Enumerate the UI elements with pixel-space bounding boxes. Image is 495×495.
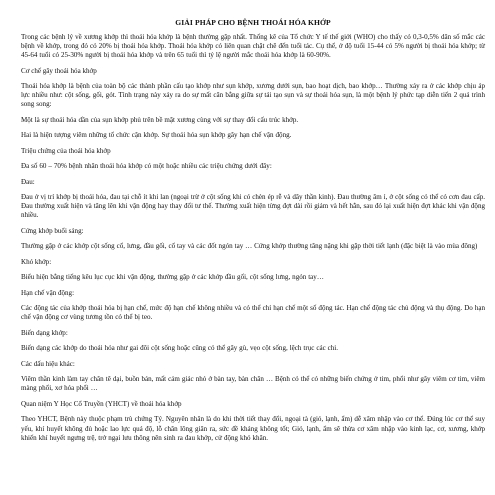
paragraph: Hai là hiện tượng viêm những tổ chức cận khớp. Sự thoái hóa sụn khớp gây hạn chế vận động. <box>21 131 292 140</box>
section-heading: Cơ chế gây thoái hóa khớp <box>21 66 97 75</box>
section-heading: Triệu chứng của thoái hóa khớp <box>21 146 111 155</box>
section-heading: Quan niệm Y Học Cổ Truyền (YHCT) về thoái hóa khớp <box>21 399 182 408</box>
paragraph: Biến dạng các khớp do thoái hóa như gai đôi cột sống hoặc cũng có thể gây gù, vẹo cột sống, lệch trục các chi. <box>21 344 339 353</box>
paragraph: Trong các bệnh lý về xương khớp thì thoái hóa khớp là bệnh thường gặp nhất. Thống kê của Tổ chức Y tế thế giới (WHO) cho thấy có 0,3-0,5% dân số mắc các bệnh về khớp, trong đó có 20% bị thoái hóa khớp. Thoái hóa khớp có liên quan chặt chẽ đến tuổi tác. Cụ thể, ở độ tuổi 15-44 có 5% người bị thoái hóa khớp; từ 45-64 tuổi có 25-30% người bị thoái hóa khớp và trên 65 tuổi thì tỷ lệ người mắc thoái hóa khớp là 60-90%. <box>21 33 485 60</box>
paragraph: Theo YHCT, Bệnh này thuộc phạm trù chứng Tý. Nguyên nhân là do khi thời tiết thay đổi, ngoại tà (gió, lạnh, ẩm) dễ xâm nhập vào cơ thể. Đúng lúc cơ thể suy yếu, khí huyết không đủ hoặc lao lực quá độ, lỗ chân lông giãn ra, sức đề kháng không tốt; Gió, lạnh, ẩm sẽ thừa cơ xâm nhập vào kinh lạc, cơ, xương, khớp khiến khí huyết ngưng trệ, trở ngại lưu thông nên sinh ra đau khớp, cử động khó khăn. <box>21 415 485 442</box>
paragraph: Biểu hiện bằng tiếng kêu lục cục khi vận động, thường gặp ở các khớp đầu gối, cột sống lưng, ngón tay… <box>21 273 324 282</box>
section-heading: Đau: <box>21 177 35 186</box>
section-heading: Các dấu hiệu khác: <box>21 359 75 368</box>
paragraph: Thoái hóa khớp là bệnh của toàn bộ các thành phần cấu tạo khớp như sụn khớp, xương dưới sụn, bao hoạt dịch, bao khớp… Thường xảy ra ở các khớp chịu áp lực nhiều như: cột sống, gối, gót. Tình trạng này xảy ra do sự mất cân bằng giữa sự tái tạo sụn và sự thoái hóa sụn, là một bệnh lý phức tạp diễn tiến 2 quá trình song song: <box>21 82 485 109</box>
paragraph: Đau ở vị trí khớp bị thoái hóa, đau tại chỗ ít khi lan (ngoại trừ ở cột sống khi có chèn ép rễ và dây thần kinh). Đau thường âm ỉ, ở cột sống có thể có cơn đau cấp. Đau thường xuất hiện và tăng lên khi vận động hay thay đổi tư thế. Thường xuất hiện từng đợt dài rồi giảm và hết hẳn, sau đó lại xuất hiện đợt khác khi vận động nhiều. <box>21 193 485 220</box>
document-title: GIẢI PHÁP CHO BỆNH THOÁI HÓA KHỚP <box>175 18 331 27</box>
section-heading: Khó khớp: <box>21 257 52 266</box>
paragraph: Đa số 60 – 70% bệnh nhân thoái hóa khớp có một hoặc nhiều các triệu chứng dưới đây: <box>21 162 272 171</box>
paragraph: Viêm thần kinh làm tay chân tê dại, buồn bản, mất cảm giác nhỏ ở bàn tay, bàn chân … Bệnh có thể có những biến chứng ở tim, phổi như gây viêm cơ tim, viêm màng phổi, xơ hóa phổi … <box>21 375 485 393</box>
document-body <box>21 33 485 443</box>
section-heading: Biến dạng khớp: <box>21 328 68 337</box>
paragraph: Các động tác của khớp thoái hóa bị hạn chế, mức độ hạn chế không nhiều và có thể chỉ hạn chế một số động tác. Hạn chế động tác chủ động và thụ động. Do hạn chế vận động cơ vùng tương tồn có thể bị teo. <box>21 304 485 322</box>
paragraph: Một là sự thoái hóa dần của sụn khớp phủ trên bề mặt xương cùng với sự thay đổi cấu trúc khớp. <box>21 115 299 124</box>
paragraph: Thường gặp ở các khớp cột sống cổ, lưng, đầu gối, cổ tay và các đốt ngón tay … Cứng khớp thường tăng nặng khi gặp thời tiết lạnh (đặc biệt là vào mùa đông) <box>21 242 478 251</box>
section-heading: Hạn chế vận động: <box>21 288 75 297</box>
section-heading: Cứng khớp buổi sáng: <box>21 226 84 235</box>
